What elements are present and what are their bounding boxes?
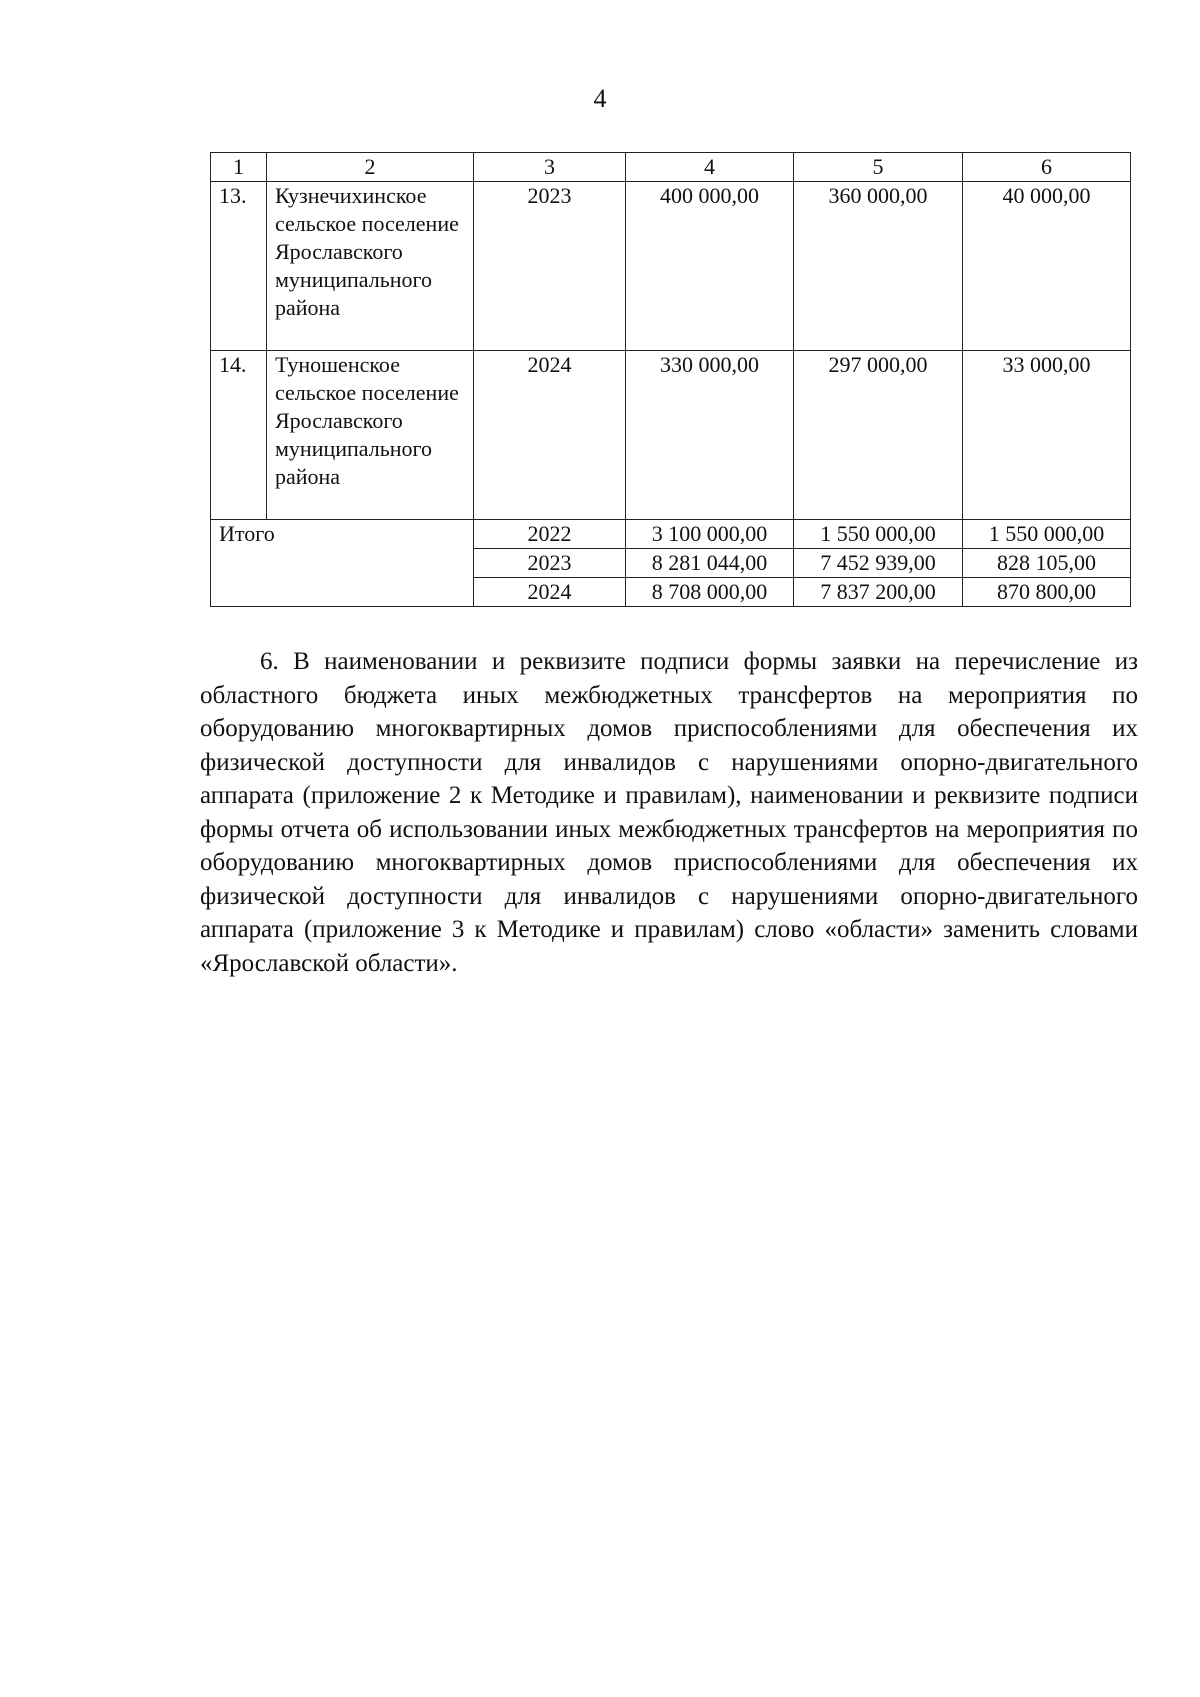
settlement-name: Туношенское сельское поселение Ярославского муниципального района	[267, 351, 474, 520]
total-col5: 7 837 200,00	[794, 578, 963, 607]
header-cell-2: 2	[267, 153, 474, 182]
total-col5: 7 452 939,00	[794, 549, 963, 578]
header-cell-3: 3	[474, 153, 626, 182]
total-col5: 1 550 000,00	[794, 520, 963, 549]
page-number: 4	[593, 84, 607, 113]
amount-col4: 330 000,00	[626, 351, 794, 520]
amount-col6: 33 000,00	[963, 351, 1131, 520]
total-col6: 870 800,00	[963, 578, 1131, 607]
total-col6: 828 105,00	[963, 549, 1131, 578]
year-cell: 2024	[474, 578, 626, 607]
amount-col5: 360 000,00	[794, 182, 963, 351]
amount-col6: 40 000,00	[963, 182, 1131, 351]
total-col4: 3 100 000,00	[626, 520, 794, 549]
total-row	[211, 520, 1131, 549]
header-cell-4: 4	[626, 153, 794, 182]
total-label: Итого	[211, 520, 474, 607]
table-row	[211, 351, 1131, 520]
row-number: 13.	[211, 182, 267, 351]
amount-col5: 297 000,00	[794, 351, 963, 520]
table-header-row	[211, 153, 1131, 182]
header-cell-1: 1	[211, 153, 267, 182]
amendment-paragraph: 6. В наименовании и реквизите подписи формы заявки на перечисление из областного бюджета иных межбюджетных трансфертов на мероприятия по оборудованию многоквартирных домов приспособлениями для обеспечения их физической доступности для инвалидов с нарушениями опорно-двигательного аппарата (приложение 2 к Методике и правилам), наименовании и реквизите подписи формы отчета об использовании иных межбюджетных трансфертов на мероприятия по оборудованию многоквартирных домов приспособлениями для обеспечения их физической доступности для инвалидов с нарушениями опорно-двигательного аппарата (приложение 3 к Методике и правилам) слово «области» заменить словами «Ярославской области».	[200, 648, 1138, 977]
year-cell: 2023	[474, 549, 626, 578]
amount-col4: 400 000,00	[626, 182, 794, 351]
header-cell-5: 5	[794, 153, 963, 182]
total-col6: 1 550 000,00	[963, 520, 1131, 549]
table-row	[211, 182, 1131, 351]
table-header	[211, 153, 1131, 182]
year-cell: 2022	[474, 520, 626, 549]
year-cell: 2023	[474, 182, 626, 351]
year-cell: 2024	[474, 351, 626, 520]
row-number: 14.	[211, 351, 267, 520]
settlement-name: Кузнечихинское сельское поселение Ярославского муниципального района	[267, 182, 474, 351]
header-cell-6: 6	[963, 153, 1131, 182]
total-col4: 8 281 044,00	[626, 549, 794, 578]
total-col4: 8 708 000,00	[626, 578, 794, 607]
budget-table	[210, 152, 1131, 607]
